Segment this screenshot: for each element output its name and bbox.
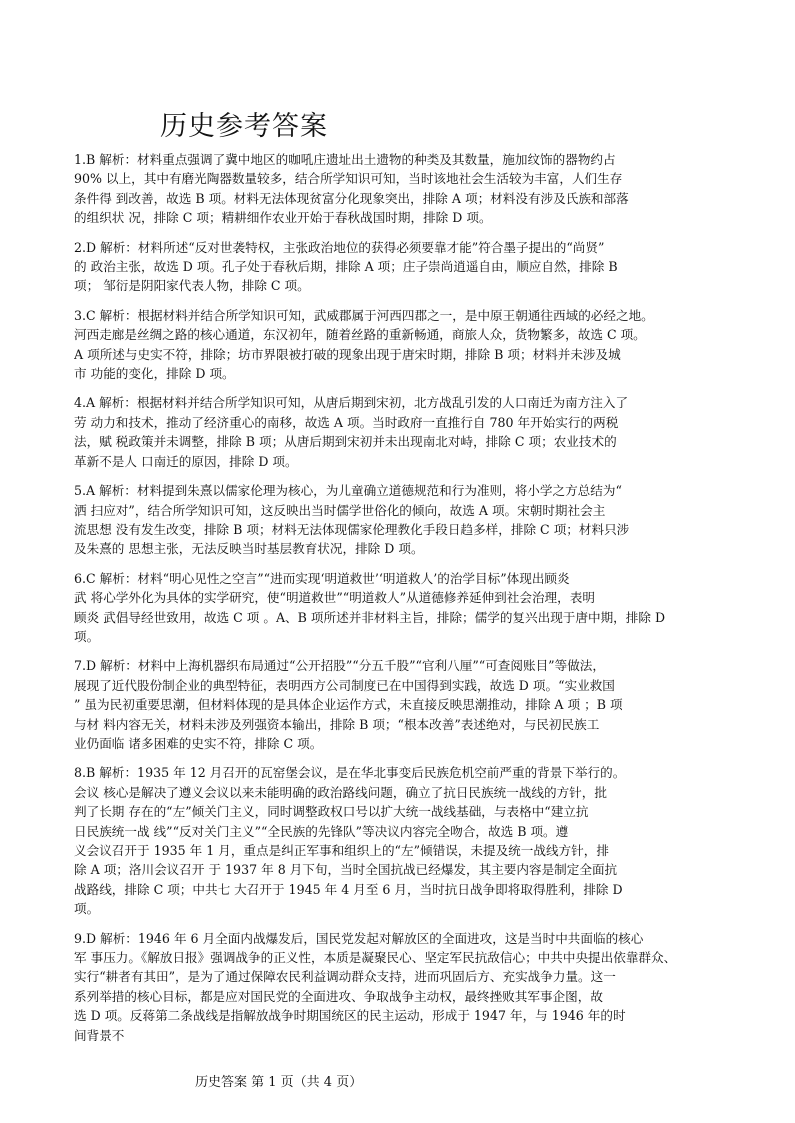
answer-line: 5.A 解析：材料提到朱熹以儒家伦理为核心，为儿童确立道德规范和行为准则，将小学之方总结为“	[74, 483, 622, 499]
answer-line: 会议 核心是解决了遵义会议以来未能明确的政治路线问题，确立了抗日民族统一战线的方针，批	[74, 784, 607, 800]
answer-item	[74, 150, 724, 228]
answer-item	[74, 569, 724, 647]
answer-line: 革新不是人 口南迁的原因，排除 D 项。	[74, 453, 298, 469]
answer-line: 市 功能的变化，排除 D 项。	[74, 366, 235, 382]
answer-line: 流思想 没有发生改变，排除 B 项；材料无法体现儒家伦理教化手段日趋多样，排除 C 项；材料只涉	[74, 521, 630, 537]
answer-line: 实行“耕者有其田”，是为了通过保障农民利益调动群众支持，进而巩固后方、充实战争力量。这一	[74, 969, 616, 985]
answer-line: 项； 邹衍是阴阳家代表人物，排除 C 项。	[74, 278, 310, 294]
answer-line: 业仍面临 诸多困难的史实不符，排除 C 项。	[74, 735, 323, 751]
answer-line: 军 事压力。《解放日报》强调战争的正义性，本质是凝聚民心、坚定军民抗敌信心；中共中央提出依靠群众、	[74, 950, 677, 966]
answer-line: 系列举措的核心目标，都是应对国民党的全面进攻、争取战争主动权，最终挫败其军事企图，故	[74, 988, 603, 1004]
answer-item	[74, 306, 724, 384]
answer-item	[74, 763, 724, 918]
page-title: 历史参考答案	[160, 111, 328, 143]
answer-list	[74, 150, 724, 1055]
answer-line: 条件得 到改善，故选 B 项。材料无法体现贫富分化现象突出，排除 A 项；材料没有涉及氏族和部落	[74, 190, 629, 206]
answer-line: 除 A 项；洛川会议召开 于 1937 年 8 月下旬，当时全国抗战已经爆发，其主要内容是制定全面抗	[74, 862, 618, 878]
answer-line: 项。	[74, 628, 100, 644]
answer-line: 劳 动力和技术，推动了经济重心的南移，故选 A 项。当时政府一直推行自 780 年开始实行的两税	[74, 414, 619, 430]
answer-item	[74, 393, 724, 471]
answer-line: 间背景不	[74, 1027, 125, 1043]
answer-line: 2.D 解析：材料所述“反对世袭特权，主张政治地位的获得必须要靠才能”符合墨子提出的“尚贤”	[74, 239, 605, 255]
page-footer: 历史答案 第 1 页（共 4 页）	[195, 1075, 363, 1090]
answer-line: 洒 扫应对”，结合所学知识可知，这反映出当时儒学世俗化的倾向，故选 A 项。宋朝时期社会主	[74, 502, 606, 518]
answer-item	[74, 929, 724, 1045]
answer-line: 与材 料内容无关，材料未涉及列强资本输出，排除 B 项；“根本改善”表述绝对，与民初民族工	[74, 716, 600, 732]
answer-line: 义会议召开于 1935 年 1 月，重点是纠正军事和组织上的“左”倾错误，未提及统一战线方针，排	[74, 843, 609, 858]
answer-line: 1.B 解析：材料重点强调了冀中地区的咖吼庄遗址出土遗物的种类及其数量，施加纹饰的器物约占	[74, 152, 616, 167]
answer-line: 展现了近代股份制企业的典型特征，表明西方公司制度已在中国得到实践，故选 D 项。“实业救国	[74, 677, 615, 693]
answer-line: 8.B 解析：1935 年 12 月召开的瓦窑堡会议，是在华北事变后民族危机空前严重的背景下举行的。	[74, 765, 626, 781]
answer-line: 4.A 解析：根据材料并结合所学知识可知，从唐后期到宋初，北方战乱引发的人口南迁为南方注入了	[74, 395, 629, 411]
answer-line: 3.C 解析：根据材料并结合所学知识可知，武威郡属于河西四郡之一，是中原王朝通往西域的必经之地。	[74, 307, 654, 323]
answer-line: 90% 以上，其中有磨光陶器数量较多，结合所学知识可知，当时该地社会生活较为丰富，人们生存	[74, 171, 623, 187]
answer-line: 7.D 解析：材料中上海机器织布局通过“公开招股”“分五千股”“官利八厘”“可查阅账目”等做法，	[74, 658, 605, 674]
answer-line: 武 将心学外化为具体的实学研究，使“明道救世”“明道救人”从道德修养延伸到社会治理，表明	[74, 590, 595, 606]
answer-line: 的 政治主张，故选 D 项。孔子处于春秋后期，排除 A 项；庄子崇尚逍遥自由，顺应自然，排除 B	[74, 259, 618, 275]
answer-line: 及朱熹的 思想主张，无法反映当时基层教育状况，排除 D 项。	[74, 541, 424, 557]
answer-line: 项。	[74, 901, 100, 917]
answer-item	[74, 238, 724, 296]
answer-item	[74, 656, 724, 753]
answer-line: 判了长期 存在的“左”倾关门主义，同时调整政权口号以扩大统一战线基础，与表格中“建立抗	[74, 804, 589, 820]
answer-line: 战路线，排除 C 项；中共七 大召开于 1945 年 4 月至 6 月，当时抗日战争即将取得胜利，排除 D	[74, 881, 623, 897]
answer-line: 的组织状 况，排除 C 项；精耕细作农业开始于春秋战国时期，排除 D 项。	[74, 210, 492, 226]
answer-line: 法，赋 税政策并未调整，排除 B 项；从唐后期到宋初并未出现南北对峙，排除 C 项；农业技术的	[74, 434, 617, 450]
answer-line: ” 虽为民初重要思潮，但材料体现的是具体企业运作方式，未直接反映思潮推动，排除 A 项 ；B 项	[74, 697, 623, 713]
answer-line: A 项所述与史实不符，排除；坊市界限被打破的现象出现于唐宋时期，排除 B 项；材料并未涉及城	[74, 346, 621, 362]
answer-line: 选 D 项。反蒋第二条战线是指解放战争时期国统区的民主运动，形成于 1947 年，与 1946 年的时	[74, 1008, 626, 1024]
answer-line: 日民族统一战 线”“反对关门主义”“全民族的先锋队”等决议内容完全吻合，故选 B 项。遵	[74, 823, 569, 839]
answer-line: 河西走廊是丝绸之路的核心通道，东汉初年，随着丝路的重新畅通，商旅人众，货物繁多，故选 C 项。	[74, 327, 646, 343]
answer-item	[74, 481, 724, 559]
answer-line: 9.D 解析：1946 年 6 月全面内战爆发后，国民党发起对解放区的全面进攻，这是当时中共面临的核心	[74, 930, 644, 946]
answer-line: 顾炎 武倡导经世致用，故选 C 项 。A、B 项所述并非材料主旨，排除；儒学的复兴出现于唐中期，排除 D	[74, 609, 666, 625]
answer-line: 6.C 解析：材料“明心见性之空言”“进而实现‘明道救世’‘明道救人’的治学目标”体现出顾炎	[74, 570, 570, 586]
